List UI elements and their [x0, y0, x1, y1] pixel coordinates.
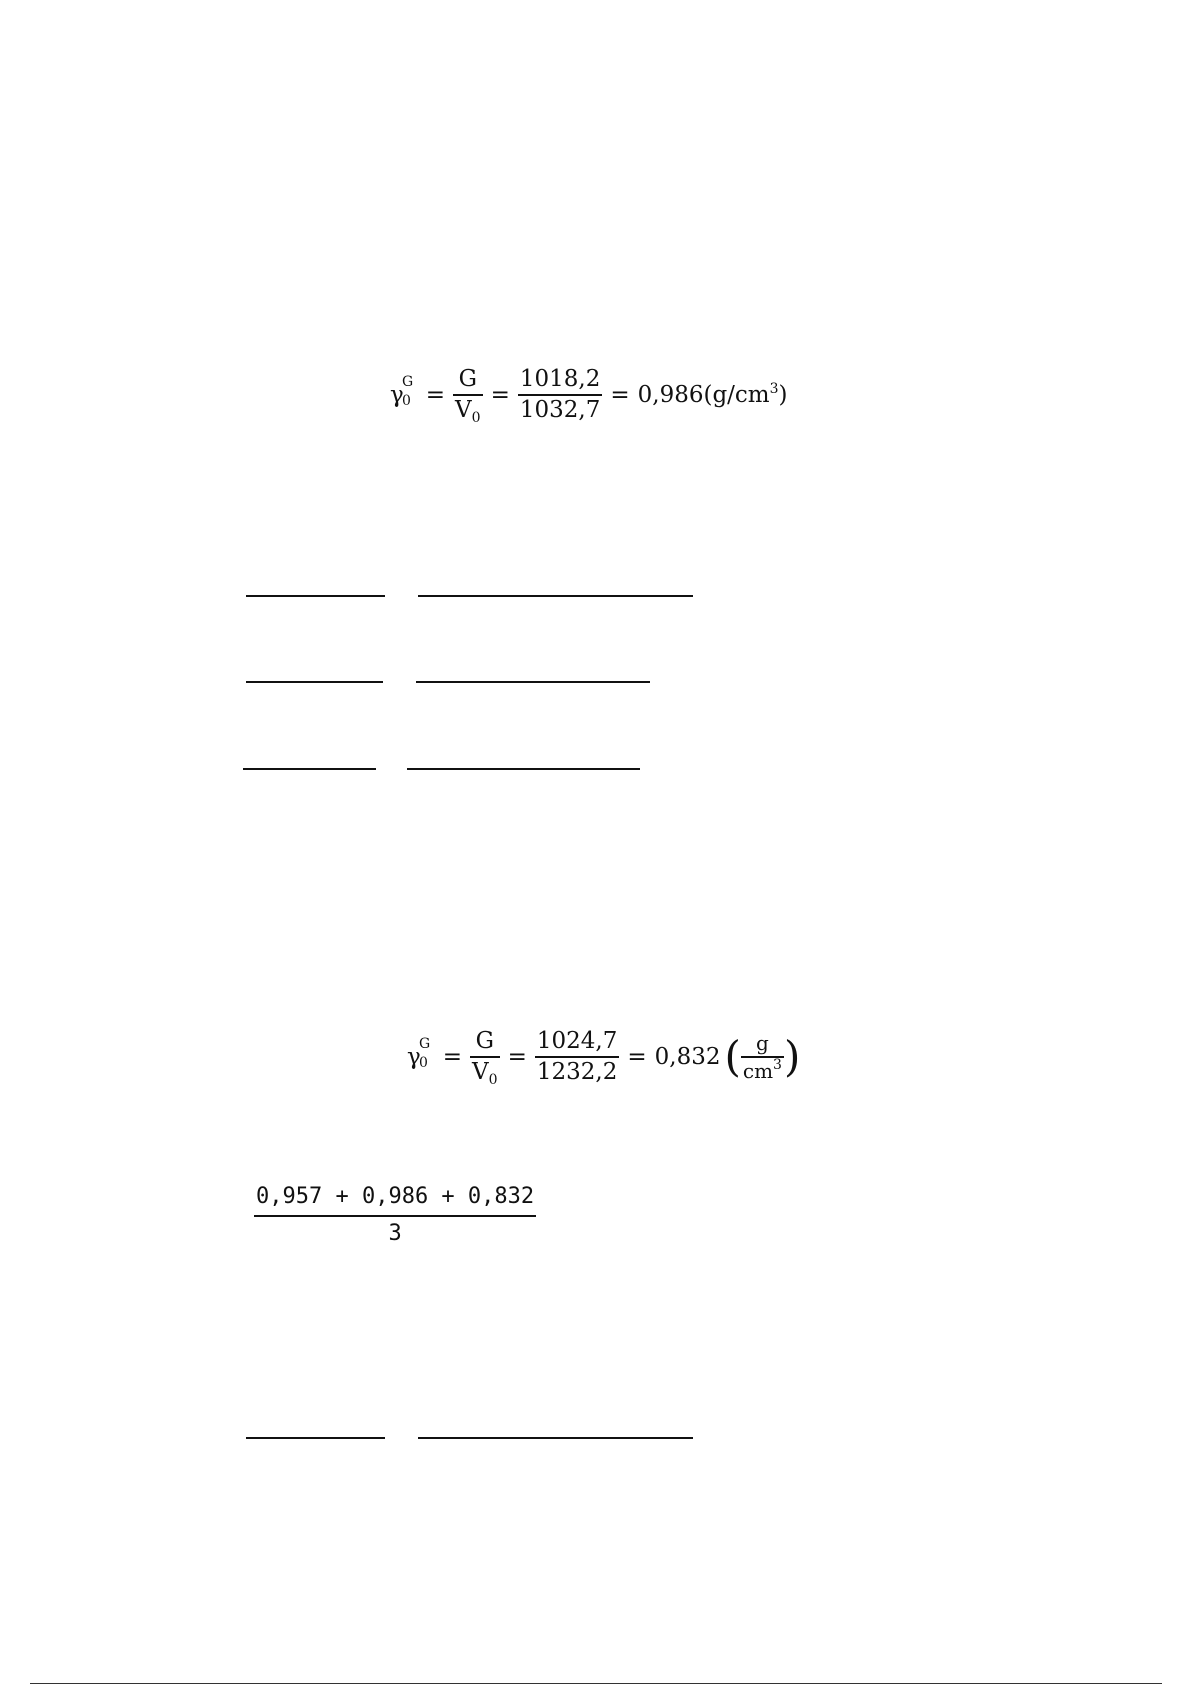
- blank-line: [418, 1437, 693, 1439]
- result-value: 0,832: [654, 1043, 721, 1070]
- unit-group: ( $\frac{g}{cm^3}$ ): [724, 1031, 801, 1083]
- equals-sign: =: [425, 381, 446, 408]
- gamma-symbol: γ G 0: [407, 1035, 431, 1071]
- blank-line: [246, 595, 385, 597]
- unit-fraction: $\frac{g}{cm^3}$: [742, 1031, 782, 1083]
- value-fraction: $\frac{1024,7}{1232,2}$: [536, 1028, 618, 1085]
- gamma-symbol: γ G 0: [390, 373, 414, 409]
- average-numerator: 0,957 + 0,986 + 0,832: [256, 1184, 535, 1209]
- blank-line: [243, 768, 376, 770]
- average-denominator: 3: [254, 1215, 536, 1246]
- equals-sign: =: [610, 381, 630, 408]
- blank-line: [418, 595, 693, 597]
- result-value: $0,986(g/cm^3)$: [637, 380, 788, 408]
- density-equation-2: [407, 1028, 801, 1088]
- page-bottom-rule: [30, 1683, 1162, 1684]
- equals-sign: =: [507, 1043, 527, 1070]
- equals-sign: =: [442, 1043, 463, 1070]
- blank-line: [246, 681, 383, 683]
- blank-line: [246, 1437, 385, 1439]
- average-fraction: [254, 1184, 536, 1246]
- equals-sign: =: [627, 1043, 647, 1070]
- density-equation-1: [390, 366, 788, 426]
- value-fraction: $\frac{1018,2}{1032,7}$: [519, 366, 601, 423]
- equals-sign: =: [490, 381, 510, 408]
- blank-line: [416, 681, 650, 683]
- mass-over-volume-fraction: $\frac{G}{V_0}$: [472, 1028, 498, 1088]
- blank-line: [407, 768, 640, 770]
- mass-over-volume-fraction: $\frac{G}{V_0}$: [455, 366, 481, 426]
